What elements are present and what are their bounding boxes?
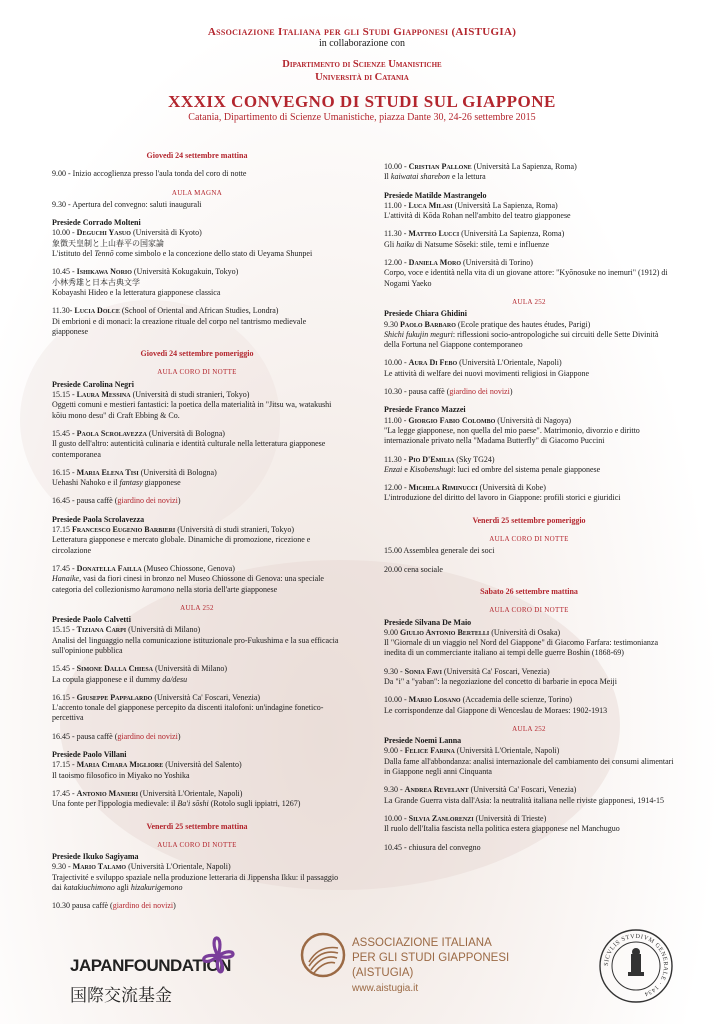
session-chair: Presiede Corrado Molteni [52, 218, 141, 228]
aistugia-text [352, 936, 540, 996]
talk: 17.45 - Donatella Failla (Museo Chiossone, Genova) Hanaike, vasi da fiori cinesi in bronzo nel Museo Chiossone di Genova: una speciale categoria del collezionismo karamono nella storia dell'arte giapponese [52, 563, 324, 594]
room-label: AULA CORO DI NOTTE [157, 368, 237, 377]
talk: 9.30 - Mario Talamo (Università L'Orientale, Napoli) Trajectivité e sviluppo spaziale nella produzione letteraria di Jippensha Ikku: il passaggio dai katakiuchimono agli hizakurigemono [52, 862, 339, 893]
program-item: 20.00 cena sociale [384, 564, 443, 574]
room-label: AULA 252 [512, 724, 546, 733]
program-item: 15.00 Assemblea generale dei soci [384, 546, 495, 556]
talk: 17.15 Francesco Eugenio Barbieri (Università di studi stranieri, Tokyo) Letteratura giapponese e mercato globale. Dinamiche di promozione, ricezione e circolazione [52, 525, 311, 555]
talk: 12.00 - Daniela Moro (Università di Torino) Corpo, voce e identità nella vita di un giovane attore: "Kyōnosuke no inemuri" (1912) di Nogami Yaeko [384, 258, 668, 288]
conference-title: XXXIX CONVEGNO DI STUDI SUL GIAPPONE [168, 92, 556, 111]
talk: 12.00 - Michela Riminucci (Università di Kobe) L'introduzione del diritto del lavoro in Giappone: profili storici e giuridici [384, 483, 621, 503]
session-chair: Presiede Matilde Mastrangelo [384, 190, 487, 200]
talk: 15.45 - Simone Dalla Chiesa (Università di Milano) La copula giapponese e il dummy da/desu [52, 664, 228, 684]
day-heading: Sabato 26 settembre mattina [480, 586, 578, 596]
session-chair: Presiede Ikuko Sagiyama [52, 852, 139, 862]
coffee-break: 16.45 - pausa caffè (giardino dei novizi) [52, 496, 181, 506]
conference-subtitle: Catania, Dipartimento di Scienze Umanistiche, piazza Dante 30, 24-26 settembre 2015 [188, 112, 536, 123]
talk: 10.00 - Cristian Pallone (Università La Sapienza, Roma) Il kaiwatai sharebon e la lettura [384, 162, 577, 182]
day-heading: Venerdì 25 settembre mattina [146, 821, 248, 831]
room-label: AULA 252 [180, 603, 214, 612]
talk: 11.00 - Luca Milasi (Università La Sapienza, Roma) L'attività di Kōda Rohan nell'ambito del teatro giapponese [384, 200, 571, 221]
day-heading: Giovedì 24 settembre mattina [146, 151, 248, 160]
room-label: AULA 252 [512, 297, 546, 306]
association-title: Associazione Italiana per gli Studi Giapponesi (AISTUGIA) [207, 26, 517, 38]
talk: 15.15 - Laura Messina (Università di studi stranieri, Tokyo) Oggetti comuni e mestieri fantastici: la poetica della materialità in "Jitsu wa, watakushi kōiu mono desu" di Craft Ebbing & Co. [52, 390, 332, 420]
room-label: AULA CORO DI NOTTE [489, 535, 569, 544]
talk: 11.30 - Pio D'Emilia (Sky TG24) Enzai e Kisobenshugi: luci ed ombre del sistema penale giapponese [384, 454, 601, 474]
jf-wordmark: JAPANFOUNDATION [70, 956, 231, 975]
coffee-break: 16.45 - pausa caffè (giardino dei novizi) [52, 731, 181, 741]
university-name: Università di Catania [315, 72, 409, 83]
talk: 10.00 - Aura Di Febo (Università L'Orientale, Napoli) Le attività di welfare dei nuovi movimenti religiosi in Giappone [384, 358, 590, 378]
aistugia-emblem-icon [300, 932, 346, 978]
svg-text:SICVLIS STVDIVM GENERALE · 143: SICVLIS STVDIVM GENERALE · 1434 [602, 932, 670, 998]
program-right-column [384, 162, 674, 861]
program-item: 9.30 - Apertura del convegno: saluti inaugurali [52, 199, 202, 209]
talk: 17.15 - Maria Chiara Migliore (Università del Salento) Il taoismo filosofico in Miyako no Yoshika [52, 760, 242, 780]
session-chair: Presiede Franco Mazzei [384, 405, 466, 415]
session-chair: Presiede Paolo Villani [52, 750, 127, 760]
talk: 15.15 - Tiziana Carpi (Università di Milano) Analisi del linguaggio nella comunicazione istituzionale pro-Fukushima e la sua efficacia sull'opinione pubblica [52, 625, 339, 655]
session-chair: Presiede Noemi Lanna [384, 736, 462, 746]
session-chair: Presiede Silvana De Maio [384, 617, 472, 627]
talk: 10.00 - Silvia Zanlorenzi (Università di Trieste) Il ruolo dell'Italia fascista nella politica estera giapponese nel Manchuguo [384, 813, 620, 834]
talk: 9.30 - Andrea Revelant (Università Ca' Foscari, Venezia) La Grande Guerra vista dall'Asia: la neutralità italiana nelle riviste giapponesi, 1914-15 [384, 785, 665, 805]
header [0, 26, 724, 123]
day-heading: Venerdì 25 settembre pomeriggio [472, 515, 586, 525]
session-chair: Presiede Paola Scrolavezza [52, 514, 145, 524]
day-heading: Giovedì 24 settembre pomeriggio [140, 349, 254, 359]
university-seal-icon [598, 928, 674, 1004]
talk: 10.00 - Mario Losano (Accademia delle scienze, Torino) Le corrispondenze dal Giappone di Wenceslau de Moraes: 1902-1913 [384, 695, 608, 715]
session-chair: Presiede Chiara Ghidini [384, 309, 467, 319]
session-chair: Presiede Carolina Negri [52, 379, 134, 389]
coffee-break: 10.30 pausa caffè (giardino dei novizi) [52, 901, 176, 911]
talk: 11.30- Lucia Dolce (School of Oriental and African Studies, Londra) Di embrioni e di monaci: la creazione rituale del corpo nel tantrismo medievale giapponese [52, 306, 307, 336]
talk: 10.00 - Deguchi Yasuo (Università di Kyoto) 象徴天皇制と上山春平の国家論 L'istituto del Tennō come simbolo e la concezione dello stato di Ueyama Shunpei [52, 228, 313, 259]
talk: 9.00 - Felice Farina (Università L'Orientale, Napoli) Dalla fame all'abbondanza: analisi internazionale del cambiamento dei consumi alimentari in Giappone negli anni Cinquanta [384, 746, 674, 777]
talk: 9.30 - Sonia Favi (Università Ca' Foscari, Venezia) Da "i" a "yaban": la negoziazione del concetto di barbarie in epoca Meiji [384, 666, 617, 686]
aistugia-line2: PER GLI STUDI GIAPPONESI (AISTUGIA) [352, 952, 510, 979]
department-name: Dipartimento di Scienze Umanistiche [282, 59, 442, 70]
japan-foundation-logo [70, 928, 240, 1010]
aistugia-url[interactable]: www.aistugia.it [352, 983, 419, 994]
room-label: AULA CORO DI NOTTE [157, 840, 237, 849]
jf-flower-icon [196, 930, 240, 982]
aistugia-logo [300, 930, 540, 1000]
room-label: AULA MAGNA [171, 188, 223, 197]
talk: 17.45 - Antonio Manieri (Università L'Orientale, Napoli) Una fonte per l'ippologia medievale: il Ba'i sōshi (Rotolo sugli ippiatri, 1267) [52, 788, 301, 809]
coffee-break: 10.30 - pausa caffè (giardino dei novizi) [384, 387, 513, 397]
program-left-column [52, 150, 342, 920]
session-chair: Presiede Paolo Calvetti [52, 615, 131, 625]
talk: 15.45 - Paola Scrolavezza (Università di Bologna) Il gusto dell'altro: autenticità culinaria e identità culturale nella letteratura giapponese contemporanea [52, 428, 326, 459]
jf-japanese-name: 国際交流基金 [70, 986, 172, 1006]
talk: 10.45 - Ishikawa Norio (Università Kokugakuin, Tokyo) 小林秀雄と日本古典文学 Kobayashi Hideo e la letteratura giapponese classica [52, 267, 239, 297]
sponsor-logos [0, 918, 724, 1018]
talk: 9.30 Paolo Barbaro (Ecole pratique des hautes études, Parigi) Shichi fukujin meguri: riflessioni socio-antropologiche sui circuiti delle Sette Divinità della Fortuna nel Giappone contemporaneo [384, 319, 659, 350]
collab-text: in collaborazione con [318, 38, 406, 49]
talk: 16.15 - Giuseppe Pappalardo (Università Ca' Foscari, Venezia) L'accento tonale del giapponese percepito da discenti italofoni: un'indagine fonetico-percettiva [52, 692, 324, 723]
aistugia-line1: ASSOCIAZIONE ITALIANA [352, 937, 492, 949]
room-label: AULA CORO DI NOTTE [489, 606, 569, 615]
talk: 11.30 - Matteo Lucci (Università La Sapienza, Roma) Gli haiku di Natsume Sōseki: stile, temi e influenze [384, 229, 565, 249]
talk: 16.15 - Maria Elena Tisi (Università di Bologna) Uehashi Nahoko e il fantasy giapponese [52, 467, 217, 488]
program-item: 10.45 - chiusura del convegno [384, 842, 481, 852]
talk: 11.00 - Giorgio Fabio Colombo (Università di Nagoya) "La legge giapponese, non quella del mio paese". Matrimonio, divorzio e diritto internazionale privato nella "Madama Butterfly" di Giacomo Puccini [384, 415, 640, 446]
department-title [0, 58, 724, 84]
program-item: 9.00 - Inizio accoglienza presso l'aula tonda del coro di notte [52, 169, 247, 179]
talk: 9.00 Giulio Antonio Bertelli (Università di Osaka) Il "Giornale di un viaggio nel Nord del Giappone" di Giacomo Farfara: testimonianza inedita di un commerciante italiano ai tempi delle guerre Boshin (1868-69) [384, 627, 659, 658]
